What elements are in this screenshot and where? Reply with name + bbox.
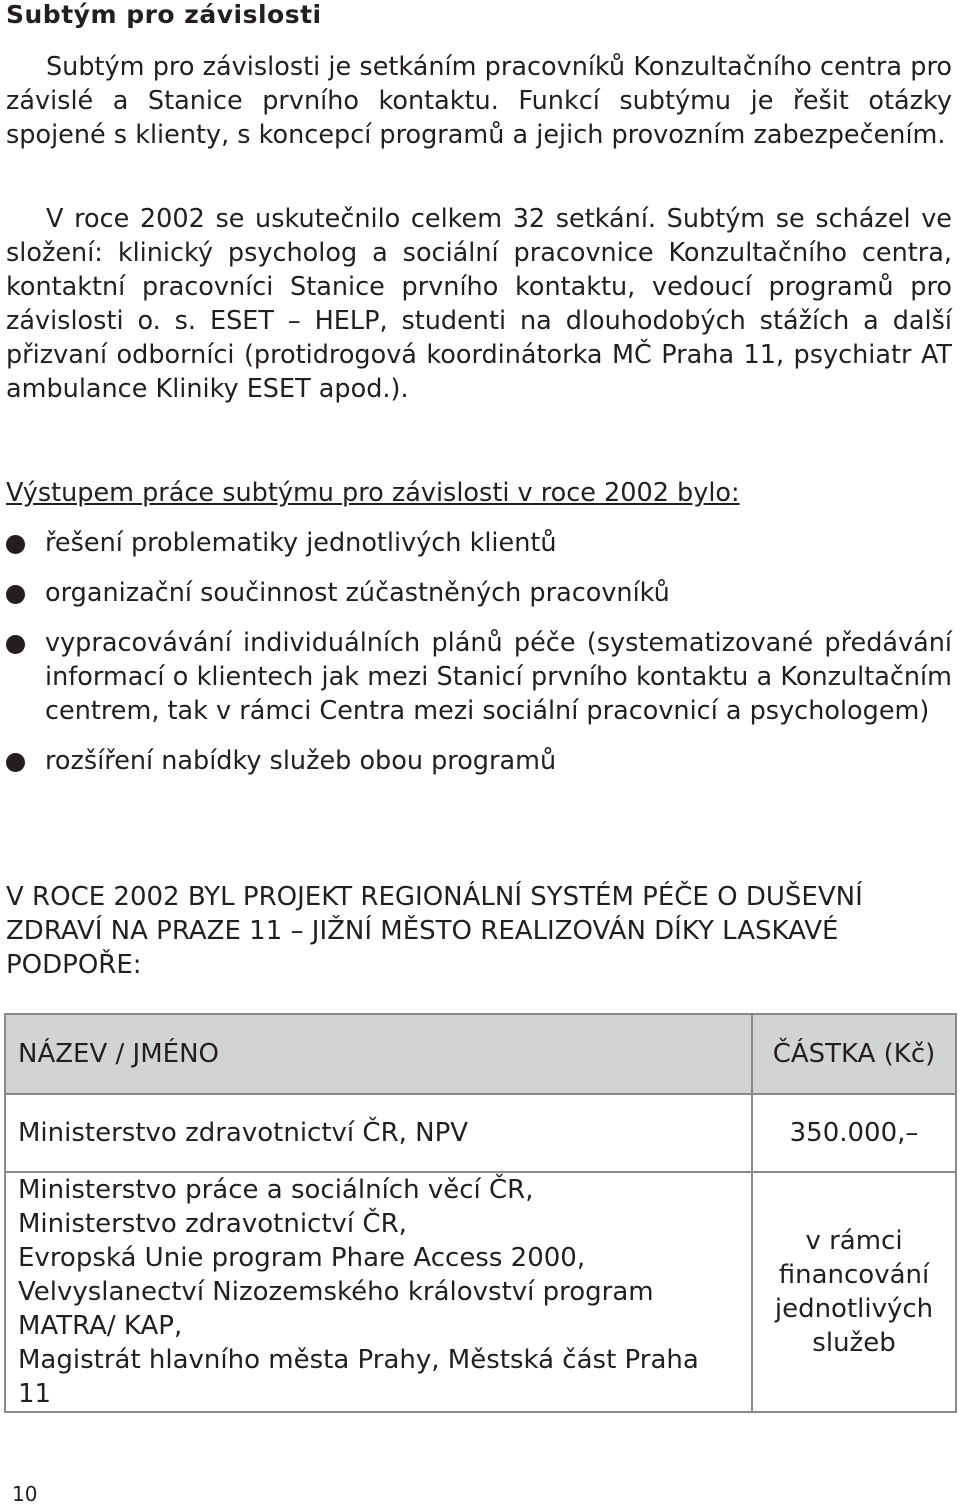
sponsors-table bbox=[4, 1013, 957, 1413]
amount-note-line: financování bbox=[778, 1260, 930, 1290]
bullet-icon bbox=[6, 535, 25, 554]
sponsor-name-line: Ministerstvo práce a sociálních věcí ČR, bbox=[18, 1175, 534, 1205]
amount-note-line: služeb bbox=[812, 1328, 896, 1358]
sponsor-name-line: MATRA/ KAP, bbox=[18, 1311, 183, 1341]
sponsor-name-line: Ministerstvo zdravotnictví ČR, bbox=[18, 1209, 407, 1239]
sponsor-names bbox=[5, 1172, 752, 1412]
sponsor-name-line: Evropská Unie program Phare Access 2000, bbox=[18, 1243, 586, 1273]
outputs-list bbox=[6, 526, 952, 794]
list-item bbox=[6, 526, 952, 560]
list-item bbox=[6, 626, 952, 728]
list-item-text: rozšíření nabídky služeb obou programů bbox=[45, 746, 557, 776]
list-item bbox=[6, 576, 952, 610]
page-number: 10 bbox=[12, 1482, 38, 1506]
bullet-icon bbox=[6, 635, 25, 654]
sponsor-name: Ministerstvo zdravotnictví ČR, NPV bbox=[5, 1094, 752, 1172]
sponsor-amount: 350.000,– bbox=[752, 1094, 956, 1172]
table-row bbox=[5, 1094, 956, 1172]
list-item-text: řešení problematiky jednotlivých klientů bbox=[45, 528, 557, 558]
intro-paragraph: Subtým pro závislosti je setkáním pracovníků Konzultačního centra pro závislé a Stanice prvního kontaktu. Funkcí subtýmu je řešit otázky spojené s klienty, s koncepcí programů a jejich provozním zabezpečením. bbox=[6, 52, 952, 150]
sponsor-name-line: Magistrát hlavního města Prahy, Městská část Praha 11 bbox=[18, 1345, 699, 1409]
table-header-row bbox=[5, 1014, 956, 1094]
header-name: NÁZEV / JMÉNO bbox=[5, 1014, 752, 1094]
sponsor-amount-note bbox=[752, 1172, 956, 1412]
section-heading: Subtým pro závislosti bbox=[6, 0, 322, 29]
outputs-title: Výstupem práce subtýmu pro závislosti v roce 2002 bylo: bbox=[6, 478, 740, 508]
bullet-icon bbox=[6, 585, 25, 604]
sponsor-name-line: Velvyslanectví Nizozemského království program bbox=[18, 1277, 654, 1307]
support-statement: V ROCE 2002 BYL PROJEKT REGIONÁLNÍ SYSTÉM PÉČE O DUŠEVNÍ ZDRAVÍ NA PRAZE 11 – JIŽNÍ MĚSTO REALIZOVÁN DÍKY LASKAVÉ PODPOŘE: bbox=[6, 882, 863, 980]
list-item-text: organizační součinnost zúčastněných pracovníků bbox=[45, 578, 670, 608]
list-item-text: vypracovávání individuálních plánů péče (systematizované předávání informací o klientech jak mezi Stanicí prvního kontaktu a Konzultačním centrem, tak v rámci Centra mezi sociální pracovnicí a psychologem) bbox=[45, 628, 952, 726]
amount-note-line: v rámci bbox=[805, 1226, 903, 1256]
table-row bbox=[5, 1172, 956, 1412]
meetings-paragraph: V roce 2002 se uskutečnilo celkem 32 setkání. Subtým se scházel ve složení: klinický psycholog a sociální pracovnice Konzultačního centra, kontaktní pracovníci Stanice prvního kontaktu, vedoucí programů pro závislosti o. s. ESET – HELP, studenti na dlouhodobých stážích a další přizvaní odborníci (protidrogová koordinátorka MČ Praha 11, psychiatr AT ambulance Kliniky ESET apod.). bbox=[6, 204, 952, 404]
bullet-icon bbox=[6, 753, 25, 772]
header-amount: ČÁSTKA (Kč) bbox=[752, 1014, 956, 1094]
amount-note-line: jednotlivých bbox=[774, 1294, 934, 1324]
list-item bbox=[6, 744, 952, 778]
